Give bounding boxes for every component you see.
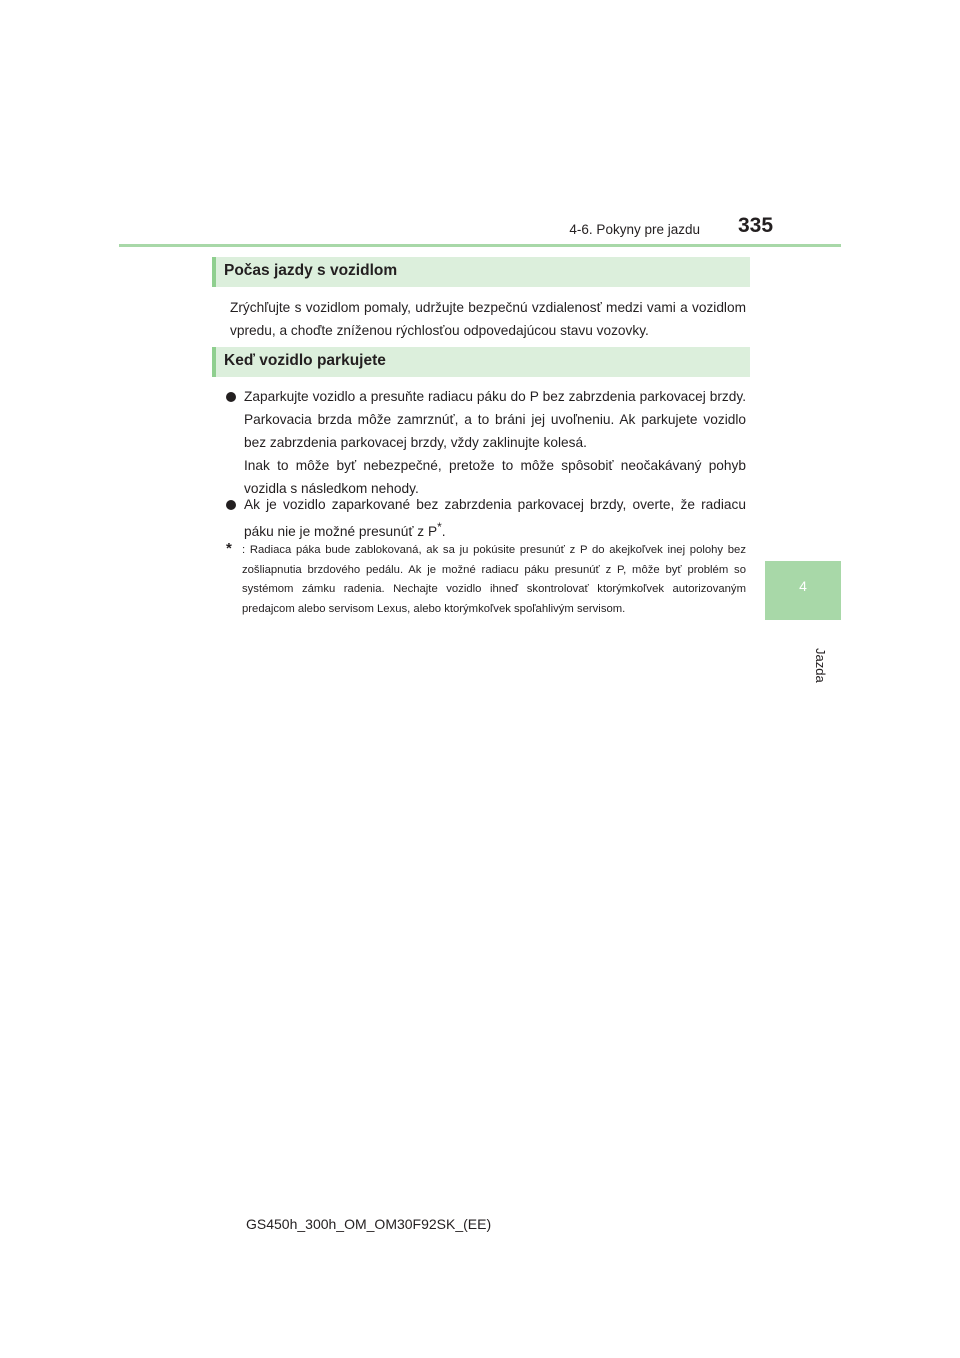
bullet-text: Ak je vozidlo zaparkované bez zabrzdenia parkovacej brzdy, overte, že radiacu páku nie je možné presunúť z P xyxy=(244,497,746,539)
page-number: 335 xyxy=(738,214,774,237)
driving-paragraph: Zrýchľujte s vozidlom pomaly, udržujte bezpečnú vzdialenosť medzi vami a vozidlom vpredu, a choďte zníženou rýchlosťou odpovedajúcou stavu vozovky. xyxy=(230,300,746,338)
chapter-number: 4 xyxy=(799,578,807,594)
bullet-suffix: . xyxy=(441,524,446,539)
list-item xyxy=(244,385,746,500)
bullet-text: Zaparkujte vozidlo a presuňte radiacu páku do P bez zabrzdenia parkovacej brzdy. Parkovacia brzda môže zamrznúť, a to bráni jej uvoľneniu. Ak parkujete vozidlo bez zabrzdenia parkovacej brzdy, vždy zaklinujte kolesá. xyxy=(244,389,746,450)
list-item xyxy=(244,493,746,543)
section-heading-label: Keď vozidlo parkujete xyxy=(224,352,386,369)
footnote-reference: * xyxy=(437,520,442,534)
bullet-icon xyxy=(226,500,236,510)
footnote-text: : Radiaca páka bude zablokovaná, ak sa ju pokúsite presunúť z P do akejkoľvek inej polohy bez zošliapnutia brzdového pedálu. Ak je možné radiacu páku presunúť z P, môže byť problém so systémom zámku radenia. Nechajte vozidlo ihneď skontrolovať ktorýmkoľvek autorizovaným predajcom alebo servisom Lexus, alebo ktorýmkoľvek spoľahlivým servisom. xyxy=(242,544,746,615)
header-rule xyxy=(119,244,841,247)
bullet-text-continued: Inak to môže byť nebezpečné, pretože to môže spôsobiť neočakávaný pohyb vozidla s následkom nehody. xyxy=(244,458,746,496)
section-heading-driving xyxy=(212,257,750,287)
running-header-title: 4-6. Pokyny pre jazdu xyxy=(569,222,700,237)
footnote xyxy=(226,540,746,619)
section-heading-parking xyxy=(212,347,750,377)
document-code: GS450h_300h_OM_OM30F92SK_(EE) xyxy=(246,1216,492,1232)
footnote-marker: * xyxy=(226,540,232,557)
chapter-name: Jazda xyxy=(813,648,828,683)
bullet-icon xyxy=(226,392,236,402)
section-heading-label: Počas jazdy s vozidlom xyxy=(224,262,398,279)
